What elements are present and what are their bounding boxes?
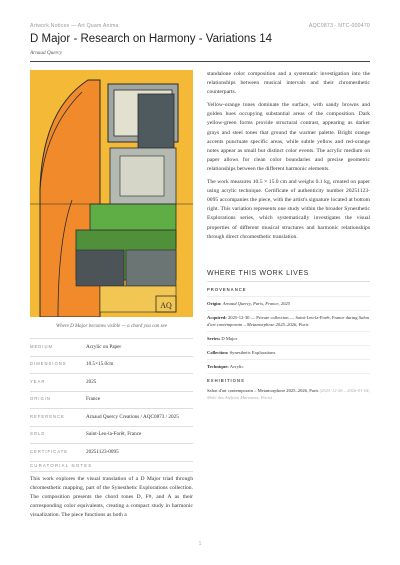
provenance-section [207, 286, 370, 401]
description-paragraph: standalone color composition and a systematic investigation into the relationships between musical intervals and their chromesthetic counterparts. [207, 71, 370, 96]
technique-line [207, 363, 370, 370]
acquired-event: Salon d'art contemporain – Metamorphose 2025–2026, Paris [207, 315, 370, 327]
specs-table [30, 338, 193, 462]
artist-signature: AQ [160, 301, 172, 310]
spec-value: France [86, 391, 193, 409]
spec-value: Saint-Leu-la-Forêt, France [86, 426, 193, 444]
collection-label: Collection: [207, 350, 229, 355]
spec-value: 10.5×15.0cm [86, 356, 193, 374]
description-paragraph: The work measures 10.5 × 15.0 cm and weighs 0.1 kg, created on paper using acrylic technique. Certificate of authenticity number 20251123-0095 accompanies the piece, with the artist's signature located at bottom right. This variation represents one study within the broader Synesthetic Explorations series, which systematically investigates the visual properties of different musical structures and harmonic relationships through direct chromesthetic translation. [207, 179, 370, 240]
where-divider [207, 281, 370, 282]
where-heading: WHERE THIS WORK LIVES [207, 270, 309, 277]
spec-value: 2025 [86, 374, 193, 392]
spec-row [30, 409, 193, 427]
spec-key: REFERENCE [30, 409, 86, 427]
spec-key: YEAR [30, 374, 86, 392]
spec-row [30, 339, 193, 357]
description-column [207, 70, 370, 246]
provenance-divider [207, 331, 370, 332]
spec-row [30, 356, 193, 374]
spec-key: SOLD [30, 426, 86, 444]
exhibition-name: Salon d'art contemporain – Metamorphose 2025–2026, Paris [207, 388, 319, 393]
spec-row [30, 374, 193, 392]
collection-value: Synesthetic Explorations [229, 350, 276, 355]
technique-label: Technique: [207, 364, 229, 369]
spec-key: ORIGIN [30, 391, 86, 409]
exhibition-entry [207, 387, 370, 401]
artwork-image [30, 70, 193, 317]
spec-key: DIMENSIONS [30, 356, 86, 374]
header-divider [30, 61, 370, 62]
provenance-divider [207, 296, 370, 297]
spec-value: Acrylic on Paper [86, 339, 193, 357]
series-value: D Major [221, 336, 238, 341]
curatorial-notes-heading: CURATORIAL NOTES [30, 463, 93, 468]
origin-value: Arnaud Quercy, Paris, France, 2025 [222, 301, 291, 306]
description-paragraph: Yellow-orange tones dominate the surface, with sandy browns and golden hues occupying substantial areas of the composition. Dark yellow-green forms provide structural contrast, appearing as darker grays and steel tones that ground the warmer palette. Bright orange accents punctuate specific areas, while subtle yellow and red-orange notes appear as small but distinct color events. The acrylic medium on paper allows for clean color boundaries and precise geometric relationships between the different harmonic elements. [207, 102, 370, 172]
artwork-caption: Where D Major becomes visible — a chord you can see [56, 324, 167, 329]
curatorial-notes-text: This work explores the visual translation of a D Major triad through chromesthetic mapping, part of the Synesthetic Explorations collection. The composition presents the chord tones D, F#, and A as their corresponding color equivalents, creating a compact study in harmonic visualization. The piece functions as both a [30, 476, 193, 519]
series-notice-label: Artwork Notices — Art Quam Anima [30, 23, 119, 29]
spec-row [30, 426, 193, 444]
spec-key: MEDIUM [30, 339, 86, 357]
acquired-label: Acquired: [207, 315, 227, 320]
provenance-divider [207, 345, 370, 346]
artwork-painting [30, 70, 193, 317]
top-bar [30, 23, 370, 29]
artist-name: Arnaud Quercy [30, 50, 62, 56]
origin-line [207, 300, 370, 307]
page-title: D Major - Research on Harmony - Variations 14 [30, 33, 273, 45]
series-line [207, 335, 370, 342]
exhibition-detail: (2025-12-26 – 2026-01-04, Molé des Ateliers Marennes, Paris) [207, 388, 370, 400]
spec-value: Arnaud Quercy Creations / AQC0873 / 2025 [86, 409, 193, 427]
page-number: 1 [198, 541, 202, 547]
spec-row [30, 444, 193, 462]
spec-row [30, 391, 193, 409]
provenance-divider [207, 359, 370, 360]
provenance-heading: PROVENANCE [207, 287, 247, 292]
provenance-divider [207, 373, 370, 374]
origin-label: Origin: [207, 301, 222, 306]
provenance-divider [207, 310, 370, 311]
reference-code: AQC0873 · NTC-000470 [308, 23, 370, 29]
spec-value: 20251123-0095 [86, 444, 193, 462]
spec-key: CERTIFICATE [30, 444, 86, 462]
collection-line [207, 349, 370, 356]
series-label: Series: [207, 336, 221, 341]
exhibitions-heading: EXHIBITIONS [207, 378, 245, 383]
acquired-line [207, 314, 370, 328]
acquired-value: 2025-12-30 — Private collection — Saint-Leu-la-Forêt, France during [227, 315, 358, 320]
notes-divider [30, 471, 193, 472]
technique-value: Acrylic [229, 364, 244, 369]
